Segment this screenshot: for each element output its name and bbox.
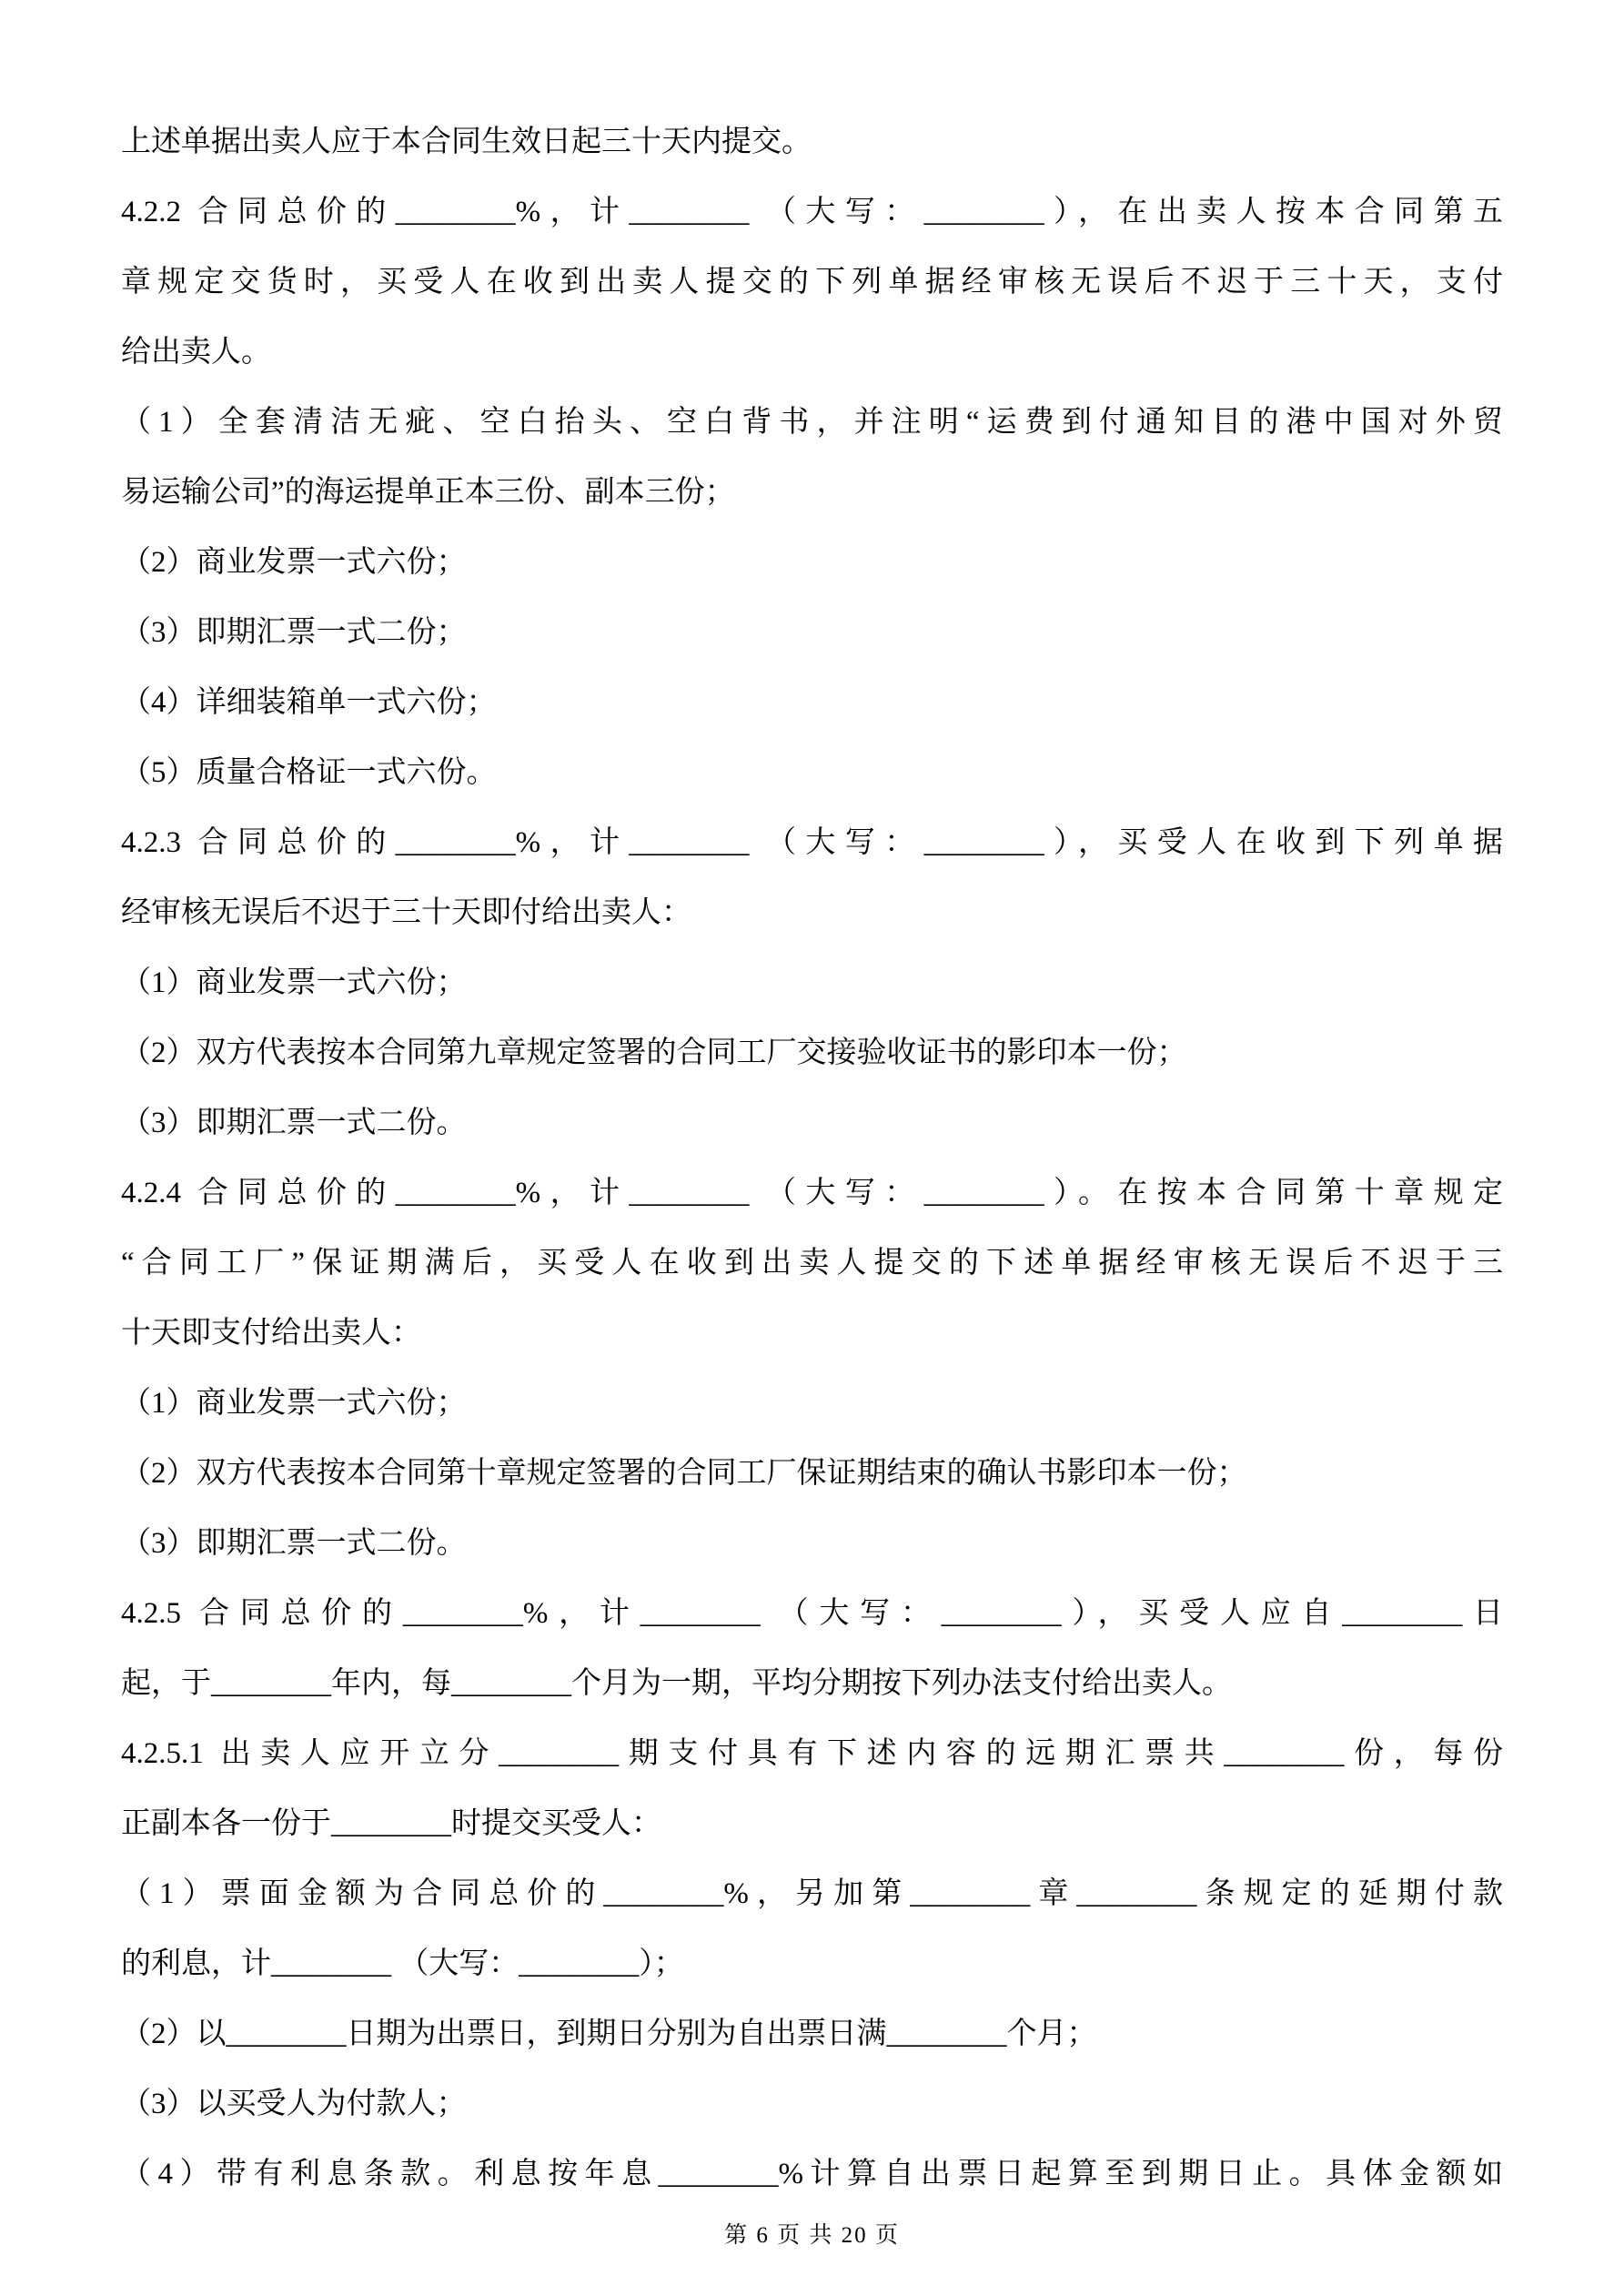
contract-body	[121, 107, 1503, 2210]
list-item-line: （1）全套清洁无疵、空白抬头、空白背书，并注明“运费到付通知目的港中国对外贸	[121, 406, 1503, 439]
clause-4-2-5-1-line: 4.2.5.1 出卖人应开立分________期支付具有下述内容的远期汇票共________份，每份	[121, 1737, 1503, 1770]
clause-4-2-2-line: 4.2.2 合同总价的________%，计________ （大写：________），在出卖人按本合同第五	[121, 196, 1503, 228]
list-item-line: （1）商业发票一式六份；	[121, 966, 467, 999]
text-line: 易运输公司”的海运提单正本三份、副本三份；	[121, 476, 735, 509]
text-line: 给出卖人。	[121, 336, 271, 369]
text-line: 经审核无误后不迟于三十天即付给出卖人：	[121, 896, 691, 929]
text-line: 章规定交货时，买受人在收到出卖人提交的下列单据经审核无误后不迟于三十天，支付	[121, 266, 1503, 298]
clause-4-2-5-line: 4.2.5 合同总价的________%，计________ （大写：________），买受人应自________日	[121, 1597, 1503, 1630]
list-item-line: （1）商业发票一式六份；	[121, 1387, 467, 1420]
list-item-line: （4）详细装箱单一式六份；	[121, 686, 497, 719]
text-line: 正副本各一份于________时提交买受人：	[121, 1807, 661, 1840]
text-line: 起，于________年内，每________个月为一期，平均分期按下列办法支付给出卖人。	[121, 1667, 1232, 1700]
list-item-line: （3）即期汇票一式二份。	[121, 1527, 467, 1560]
list-item-line: （2）以________日期为出票日，到期日分别为自出票日满________个月；	[121, 2018, 1097, 2050]
list-item-line: （1）票面金额为合同总价的________%，另加第________章________条规定的延期付款	[121, 1877, 1503, 1910]
clause-4-2-4-line: 4.2.4 合同总价的________%，计________ （大写：________）。在按本合同第十章规定	[121, 1177, 1503, 1209]
text-line: “合同工厂”保证期满后，买受人在收到出卖人提交的下述单据经审核无误后不迟于三	[121, 1247, 1503, 1279]
text-line: 十天即支付给出卖人：	[121, 1317, 421, 1350]
list-item-line: （2）双方代表按本合同第九章规定签署的合同工厂交接验收证书的影印本一份；	[121, 1037, 1187, 1069]
list-item-line: （3）即期汇票一式二份。	[121, 1107, 467, 1139]
list-item-line: （3）以买受人为付款人；	[121, 2088, 467, 2120]
page-footer: 第 6 页 共 20 页	[724, 2223, 900, 2248]
list-item-line: （2）双方代表按本合同第十章规定签署的合同工厂保证期结束的确认书影印本一份；	[121, 1457, 1247, 1490]
clause-4-2-3-line: 4.2.3 合同总价的________%，计________ （大写：________），买受人在收到下列单据	[121, 826, 1503, 859]
list-item-line: （3）即期汇票一式二份；	[121, 616, 467, 649]
list-item-line: （2）商业发票一式六份；	[121, 546, 467, 579]
text-line: 的利息，计________ （大写：________）；	[121, 1947, 684, 1980]
list-item-line: （4）带有利息条款。利息按年息________%计算自出票日起算至到期日止。具体金额如	[121, 2158, 1503, 2190]
text-line: 上述单据出卖人应于本合同生效日起三十天内提交。	[121, 126, 812, 158]
list-item-line: （5）质量合格证一式六份。	[121, 756, 497, 789]
